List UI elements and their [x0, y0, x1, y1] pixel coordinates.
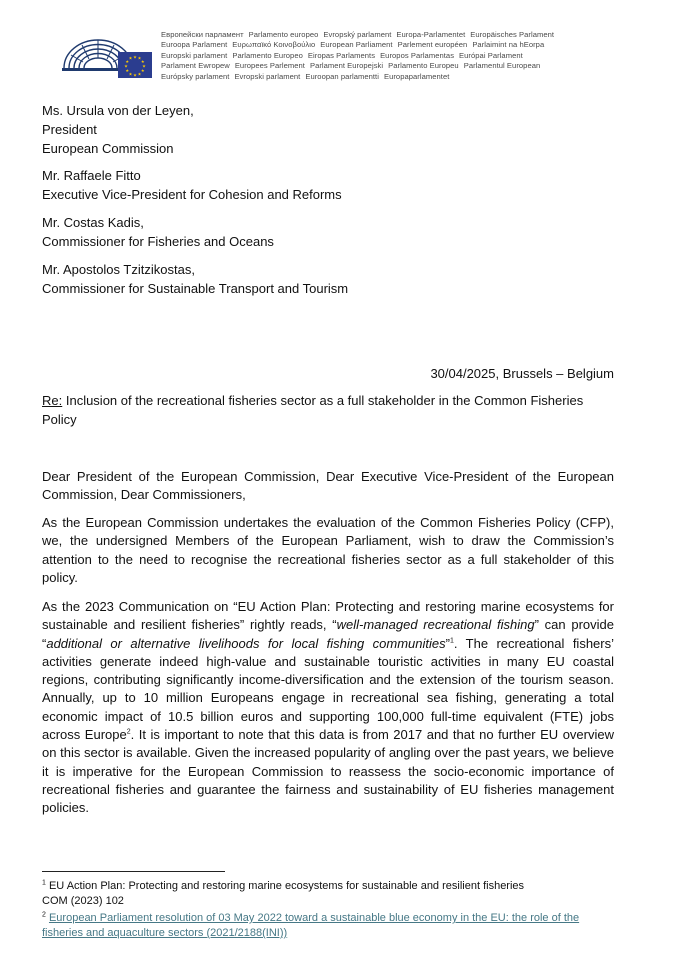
svg-text:★: ★	[133, 54, 137, 60]
addressee-block-3	[42, 213, 602, 251]
svg-text:★: ★	[128, 71, 133, 77]
svg-text:★: ★	[137, 55, 142, 61]
addressee-name: Mr. Apostolos Tzitzikostas,	[42, 262, 195, 277]
svg-text:★: ★	[140, 68, 145, 73]
svg-text:★: ★	[125, 68, 130, 73]
parliament-name: Europski parlament	[161, 50, 228, 60]
parliament-name: Europos Parlamentas	[380, 50, 455, 60]
svg-text:★: ★	[124, 63, 128, 69]
addressee-title: Executive Vice-President for Cohesion and Reforms	[42, 187, 342, 202]
addressee-block-1	[42, 101, 602, 158]
parliament-name: Evropský parlament	[323, 30, 392, 39]
parliament-name: Parlamento Europeo	[232, 50, 303, 60]
footnote-2: $^2$ European Parliament resolution of 03 May 2022 toward a sustainable blue economy in the EU: the role of the fisheries and aquaculture sectors (2021/2188(INI))	[42, 911, 580, 939]
parliament-name: Ευρωπαϊκό Κοινοβούλιο	[232, 40, 316, 50]
parliament-name: Európsky parlament	[161, 71, 230, 81]
footnote-2-link[interactable]: European Parliament resolution of 03 May 2022 toward a sustainable blue economy in the EU: the role of the fisheries and aquaculture sectors (2021/2188(INI))	[42, 912, 580, 939]
parliament-name: Parlament Europejski	[309, 61, 384, 71]
svg-text:★: ★	[137, 71, 142, 77]
parliament-name: Europa-Parlamentet	[396, 30, 466, 39]
addressee-name: Mr. Raffaele Fitto	[42, 168, 141, 183]
quote-italic-2: additional or alternative livelihoods for local fishing communities	[46, 635, 446, 651]
footnote-1: $^1$ EU Action Plan: Protecting and restoring marine ecosystems for sustainable and resilient fisheries COM (2023) 102	[42, 879, 525, 907]
subject-label: Re:	[42, 393, 63, 408]
parliament-name: Parlamento europeo	[248, 30, 319, 39]
parliament-name: Parlaimint na hEorpa	[472, 40, 545, 50]
parliament-name: Parlamentul European	[463, 61, 541, 71]
parliament-name: Parlement européen	[397, 40, 468, 50]
salutation: Dear President of the European Commission, Dear Executive Vice-President of the European Commission, Dear Commissioners,	[42, 469, 614, 503]
parliament-name: Euroopa Parlament	[161, 40, 228, 50]
parliament-name: Eiropas Parlaments	[307, 50, 376, 60]
parliament-name: Europees Parlement	[234, 61, 305, 71]
svg-text:★: ★	[133, 72, 137, 78]
svg-text:★: ★	[142, 63, 146, 69]
parliament-name: Európai Parlament	[459, 50, 523, 60]
addressee-title: President	[42, 122, 97, 137]
parliament-names-block	[161, 30, 631, 82]
letter-date: 30/04/2025, Brussels – Belgium	[430, 366, 614, 381]
addressee-name: Mr. Costas Kadis,	[42, 215, 144, 230]
quote-italic-1: well-managed recreational fishing	[336, 617, 535, 633]
parliament-name: Parlament Ewropew	[161, 61, 230, 71]
parliament-name: Euroopan parlamentti	[305, 71, 379, 81]
footnote-ref-1[interactable]: 1	[449, 637, 454, 645]
paragraph-2: As the 2023 Communication on “EU Action Plan: Protecting and restoring marine ecosystems for sustainable and resilient fisheries” rightly reads, “well-managed recreational fishing” can provide “additional or alternative livelihoods for local fishing communities”$^1$. The recreational fishers’ activities generate indeed high-value and sustainable touristic activities in many EU coastal regions, contributing significantly income-diversification and the extension of the tourism season. Annually, up to 10 million Europeans engage in recreational sea fishing, generating a total economic impact of 10.5 billion euros and supporting 100,000 full-time equivalent (FTE) jobs across Europe$^2$. It is important to note that this data is from 2017 and that no further EU overview on this sector is available. Given the increased popularity of angling over the past years, we believe it is imperative for the European Commission to reassess the socio-economic importance of recreational fisheries and guarantee the fairness and sustainability of EU fisheries management policies.	[42, 599, 614, 816]
subject-text: Inclusion of the recreational fisheries sector as a full stakeholder in the Common Fisheries Policy	[42, 393, 584, 427]
addressee-block-4	[42, 260, 602, 298]
svg-text:★: ★	[140, 59, 145, 64]
footnote-separator	[42, 871, 225, 872]
paragraph-1: As the European Commission undertakes the evaluation of the Common Fisheries Policy (CFP), we, the undersigned Members of the European Parliament, wish to draw the Commission’s attention to the need to recognise the recreational fisheries sector as a full stakeholder of this policy.	[42, 515, 614, 585]
addressee-block-2	[42, 166, 602, 204]
parliament-name: Europäisches Parlament	[470, 30, 555, 39]
svg-text:★: ★	[128, 55, 133, 61]
subject-line	[42, 391, 614, 429]
footnotes	[42, 879, 620, 943]
parliament-name: Европейски парламент	[161, 30, 244, 39]
parliament-name: Europaparlamentet	[383, 71, 450, 81]
addressee-organisation: European Commission	[42, 141, 174, 156]
parliament-name: Parlamento Europeu	[388, 61, 459, 71]
parliament-name: Evropski parlament	[234, 71, 301, 81]
addressee-name: Ms. Ursula von der Leyen,	[42, 103, 194, 118]
footnote-ref-2[interactable]: 2	[126, 728, 131, 736]
parliament-name: European Parliament	[320, 40, 393, 50]
european-parliament-logo	[60, 28, 155, 82]
svg-text:★: ★	[125, 59, 130, 64]
addressee-title: Commissioner for Fisheries and Oceans	[42, 234, 274, 249]
addressee-title: Commissioner for Sustainable Transport and Tourism	[42, 281, 349, 296]
